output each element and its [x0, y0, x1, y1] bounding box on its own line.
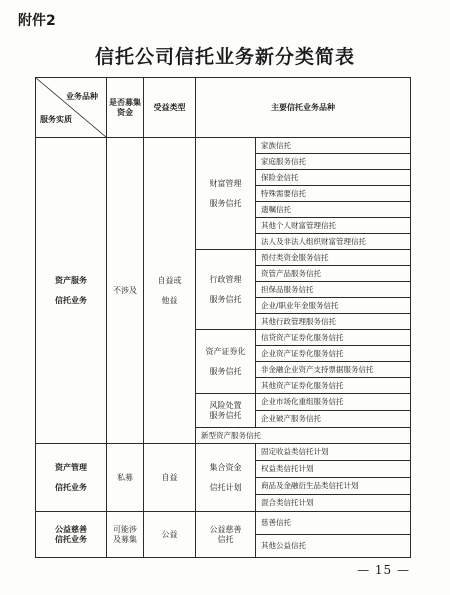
product-item: 资管产品服务信托	[256, 266, 411, 282]
product-item: 慈善信托	[256, 512, 411, 535]
extra-subcategory-cell: 新型资产服务信托	[196, 428, 411, 444]
product-item: 信贷资产证券化服务信托	[256, 330, 411, 346]
category-cell: 公益慈善 信托业务	[36, 512, 107, 558]
header-corner-cell	[36, 78, 107, 138]
header-row	[36, 78, 411, 138]
header-main-products: 主要信托业务品种	[196, 78, 411, 138]
subcategory-cell: 行政管理 服务信托	[196, 250, 256, 330]
raise-cell: 可能涉 及募集	[107, 512, 144, 558]
diagonal-line	[36, 78, 106, 137]
product-item: 遗嘱信托	[256, 202, 411, 218]
product-item: 其他行政管理服务信托	[256, 314, 411, 330]
product-item: 固定收益类信托计划	[256, 444, 411, 461]
raise-cell: 私募	[107, 444, 144, 512]
product-item: 其他个人财富管理信托	[256, 218, 411, 234]
product-item: 企业破产服务信托	[256, 411, 411, 428]
product-item: 其他公益信托	[256, 535, 411, 558]
table-row	[36, 444, 411, 461]
header-corner-bottom: 服务实质	[40, 115, 72, 124]
header-benefit-type: 受益类型	[144, 78, 196, 138]
product-item: 家庭服务信托	[256, 154, 411, 170]
product-item: 保险金信托	[256, 170, 411, 186]
product-item: 混合类信托计划	[256, 495, 411, 512]
product-item: 企业/职业年金服务信托	[256, 298, 411, 314]
category-cell: 资产服务 信托业务	[36, 138, 107, 444]
raise-cell: 不涉及	[107, 138, 144, 444]
subcategory-cell: 公益慈善 信托	[196, 512, 256, 558]
table-row	[36, 138, 411, 154]
attachment-label: 附件2	[18, 13, 56, 29]
product-item: 企业市场化重组服务信托	[256, 394, 411, 411]
subcategory-cell: 资产证券化 服务信托	[196, 330, 256, 394]
subcategory-cell: 集合资金 信托计划	[196, 444, 256, 512]
product-item: 其他资产证券化服务信托	[256, 378, 411, 394]
trust-classification-table	[35, 77, 411, 558]
product-item: 预付类资金服务信托	[256, 250, 411, 266]
product-item: 非金融企业资产支持票据服务信托	[256, 362, 411, 378]
subcategory-cell: 财富管理 服务信托	[196, 138, 256, 250]
header-corner-top: 业务品种	[66, 92, 98, 101]
page-title: 信托公司信托业务新分类简表	[94, 46, 355, 68]
table-row	[36, 512, 411, 535]
benefit-cell: 公益	[144, 512, 196, 558]
product-item: 担保品服务信托	[256, 282, 411, 298]
benefit-cell: 自益	[144, 444, 196, 512]
product-item: 家族信托	[256, 138, 411, 154]
product-item: 特殊需要信托	[256, 186, 411, 202]
product-item: 商品及金融衍生品类信托计划	[256, 478, 411, 495]
product-item: 权益类信托计划	[256, 461, 411, 478]
category-cell: 资产管理 信托业务	[36, 444, 107, 512]
benefit-cell: 自益或 他益	[144, 138, 196, 444]
header-raise-funds: 是否募集资金	[107, 78, 144, 138]
product-item: 法人及非法人组织财富管理信托	[256, 234, 411, 250]
product-item: 企业资产证券化服务信托	[256, 346, 411, 362]
subcategory-cell: 风险处置 服务信托	[196, 394, 256, 428]
page-number: — 15 —	[357, 563, 410, 577]
